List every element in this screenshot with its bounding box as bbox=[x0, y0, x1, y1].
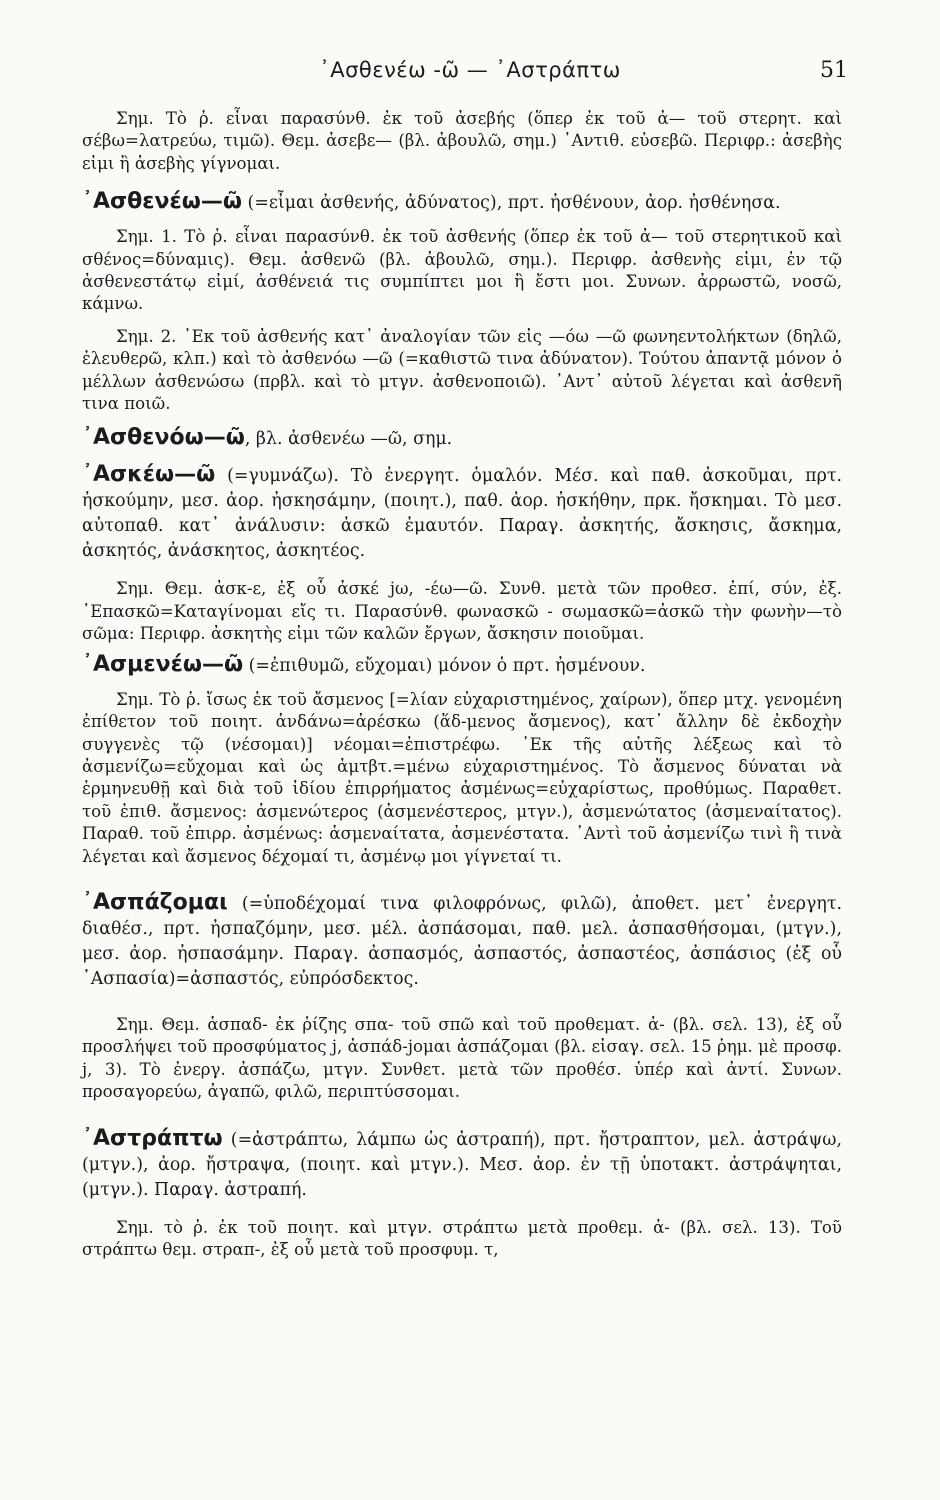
entry-text: (=ὑποδέχομαί τινα φιλοφρόνως, φιλῶ), ἀποθετ. μετ᾿ ἐνεργητ. διαθέσ., πρτ. ἠσπαζόμην, μεσ. μέλ. ἀσπάσομαι, παθ. μελ. ἀσπασθήσομαι, (μτγν.), μεσ. ἀορ. ἠσπασάμην. Παραγ. ἀσπασμός, ἀσπαστός, ἀσπαστέος, ἀσπάσιος (ἐξ οὗ ᾿Ασπασία)=ἀσπαστός, εὐπρόσδεκτος. bbox=[82, 893, 842, 989]
headword: ᾿Ασπάζομαι bbox=[82, 889, 228, 915]
headword: ᾿Ασθενέω—ῶ bbox=[82, 189, 242, 215]
headword: ᾿Ασμενέω—ῶ bbox=[82, 651, 244, 677]
entry-aspazomai bbox=[82, 890, 842, 992]
entry-asthenoo-contract bbox=[82, 425, 842, 452]
entry-text: (=εἶμαι ἀσθενής, ἀδύνατος), πρτ. ἠσθένουν, ἀορ. ἠσθένησα. bbox=[242, 193, 781, 214]
entry-astrapto bbox=[82, 1126, 842, 1203]
note-aspazomai bbox=[82, 1014, 842, 1104]
entry-text: (=γυμνάζω). Τὸ ἐνεργητ. ὁμαλόν. Μέσ. καὶ παθ. ἀσκοῦμαι, πρτ. ἠσκούμην, μεσ. ἀορ. ἠσκησάμην, (ποιητ.), παθ. ἀορ. ἠσκήθην, πρκ. ἤσκημαι. Τὸ μεσ. αὐτοπαθ. κατ᾿ ἀνάλυσιν: ἀσκῶ ἐμαυτόν. Παραγ. ἀσκητής, ἄσκησις, ἄσκημα, ἀσκητός, ἀνάσκητος, ἀσκητέος. bbox=[82, 466, 842, 562]
entry-text: , βλ. ἀσθενέω —ῶ, σημ. bbox=[244, 429, 453, 450]
page-header bbox=[0, 58, 940, 98]
page-number: 51 bbox=[820, 58, 848, 83]
entry-text: (=ἀστράπτω, λάμπω ὡς ἀστραπή), πρτ. ἤστραπτον, μελ. ἀστράψω, (μτγν.), ἀορ. ἤστραψα, (ποιητ. καὶ μτγν.). Μεσ. ἀορ. ἐν τῇ ὑποτακτ. ἀστράψηται, (μτγν.). Παραγ. ἀστραπή. bbox=[82, 1129, 842, 1200]
headword: ᾿Ασκέω—ῶ bbox=[82, 462, 216, 488]
note-asmeneo bbox=[82, 689, 842, 868]
entry-asmeneo bbox=[82, 652, 842, 679]
page-content bbox=[82, 108, 842, 1261]
note-text: Σημ. τὸ ῥ. ἐκ τοῦ ποιητ. καὶ μτγν. στράπτω μετὰ προθεμ. ἀ- (βλ. σελ. 13). Τοῦ στράπτω θεμ. στραπ-, ἐξ οὗ μετὰ τοῦ προσφυμ. τ, bbox=[82, 1217, 842, 1259]
note-asthenoo-2 bbox=[82, 326, 842, 416]
entry-asthenoo bbox=[82, 189, 842, 216]
running-title: ᾿Ασθενέω -ῶ — ᾿Αστράπτω bbox=[319, 58, 621, 82]
note-askeo bbox=[82, 578, 842, 645]
note-text: Σημ. Τὸ ῥ. εἶναι παρασύνθ. ἐκ τοῦ ἀσεβής (ὅπερ ἐκ τοῦ ἀ— τοῦ στερητ. καὶ σέβω=λατρεύω, τιμῶ). Θεμ. ἀσεβε— (βλ. ἀβουλῶ, σημ.) ᾿Αντιθ. εὐσεβῶ. Περιφρ.: ἀσεβὴς εἰμι ἢ ἀσεβὴς γίγνομαι. bbox=[82, 109, 842, 173]
entry-text: (=ἐπιθυμῶ, εὔχομαι) μόνον ὁ πρτ. ἠσμένουν. bbox=[243, 655, 646, 676]
note-text: Σημ. Τὸ ῥ. ἴσως ἐκ τοῦ ἄσμενος [=λίαν εὐχαριστημένος, χαίρων), ὅπερ μτχ. γενομένη ἐπίθετον τοῦ ποιητ. ἁνδάνω=ἀρέσκω (ἅδ-μενος ἄσμενος), κατ᾿ ἄλλην δὲ ἐκδοχὴν συγγενὲς τῷ (νέσομαι)] νέομαι=ἐπιστρέφω. ᾿Εκ τῆς αὐτῆς λέξεως καὶ τὸ ἀσμενίζω=εὔχομαι καὶ ὡς ἀμτβτ.=μένω εὐχαριστημένος. Τὸ ἄσμενος δύναται νὰ ἑρμηνευθῇ καὶ διὰ τοῦ ἰδίου ἐπιρρήματος ἀσμένως=εὐχαρίστως, προθύμως. Παραθετ. τοῦ ἐπιθ. ἄσμενος: ἀσμενώτερος (ἀσμενέστερος, μτγν.), ἀσμενώτατος (ἀσμεναίτατος). Παραθ. τοῦ ἐπιρρ. ἀσμένως: ἀσμεναίτατα, ἀσμενέστατα. ᾿Αντὶ τοῦ ἀσμενίζω τινὶ ἢ τινὰ λέγεται καὶ ἄσμενος δέχομαί τι, ἀσμένῳ μοι γίγνεταί τι. bbox=[82, 689, 842, 866]
headword: ᾿Αστράπτω bbox=[82, 1125, 223, 1151]
note-text: Σημ. 1. Τὸ ῥ. εἶναι παρασύνθ. ἐκ τοῦ ἀσθενής (ὅπερ ἐκ τοῦ ἀ— τοῦ στερητικοῦ καὶ σθένος=δύναμις). Θεμ. ἀσθενῶ (βλ. ἀβουλῶ, σημ.). Περιφρ. ἀσθενὴς εἰμι, ἐν τῷ ἀσθενεστάτῳ εἰμί, ἀσθένειά τις συμπίπτει μοι ἢ ἔστι μοι. Συνων. ἀρρωστῶ, νοσῶ, κάμνω. bbox=[82, 227, 842, 314]
note-asthenoo-1 bbox=[82, 226, 842, 316]
note-text: Σημ. Θεμ. ἀσπαδ- ἐκ ῥίζης σπα- τοῦ σπῶ καὶ τοῦ προθεματ. ἀ- (βλ. σελ. 13), ἐξ οὗ προσλήψει τοῦ προσφύματος j, ἀσπάδ-jομαι ἀσπάζομαι (βλ. εἰσαγ. σελ. 15 ῥημ. μὲ προσφ. j, 3). Τὸ ἐνεργ. ἀσπάζω, μτγν. Συνθετ. μετὰ τῶν προθέσ. ὑπέρ καὶ ἀντί. Συνων. προσαγορεύω, ἀγαπῶ, φιλῶ, περιπτύσσομαι. bbox=[82, 1014, 842, 1102]
note-astrapto bbox=[82, 1217, 842, 1262]
note-text: Σημ. 2. ᾿Εκ τοῦ ἀσθενής κατ᾿ ἀναλογίαν τῶν εἰς —όω —ῶ φωνηεντολήκτων (δηλῶ, ἐλευθερῶ, κλπ.) καὶ τὸ ἀσθενόω —ῶ (=καθιστῶ τινα ἀδύνατον). Τούτου ἀπαντᾷ μόνον ὁ μέλλων ἀσθενώσω (πρβλ. καὶ τὸ μτγν. ἀσθενοποιῶ). ᾿Αντ᾿ αὐτοῦ λέγεται καὶ ἀσθενῆ τινα ποιῶ. bbox=[82, 326, 842, 414]
entry-askeo bbox=[82, 462, 842, 564]
note-text: Σημ. Θεμ. ἀσκ-ε, ἐξ οὗ ἀσκέ jω, -έω—ῶ. Συνθ. μετὰ τῶν προθεσ. ἐπί, σύν, ἐξ. ᾿Επασκῶ=Καταγίνομαι εἴς τι. Παρασύνθ. φωνασκῶ - σωμασκῶ=ἀσκῶ τὴν φωνὴν—τὸ σῶμα: Περιφρ. ἀσκητὴς εἰμι τῶν καλῶν ἔργων, ἄσκησιν ποιοῦμαι. bbox=[82, 579, 842, 644]
headword: ᾿Ασθενόω—ῶ bbox=[82, 425, 245, 451]
note-asebeo bbox=[82, 108, 842, 175]
